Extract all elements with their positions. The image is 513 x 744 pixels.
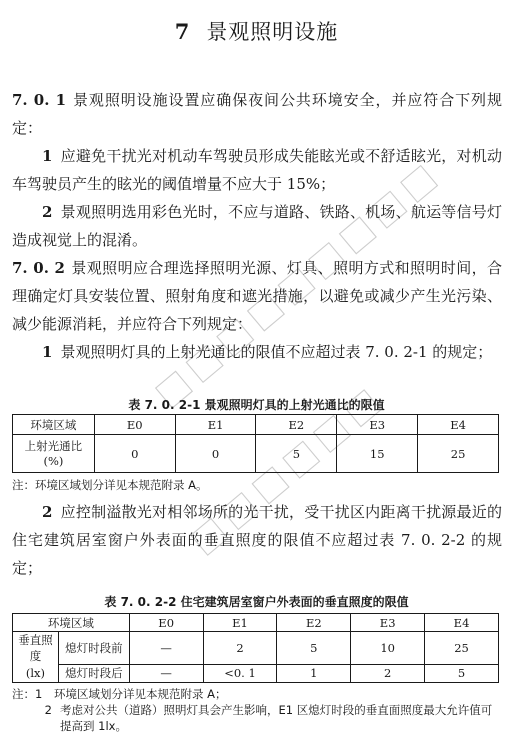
table-2-caption: 表 7. 0. 2-2 住宅建筑居室窗户外表面的垂直照度的限值	[104, 595, 409, 609]
table-cell: 5	[425, 664, 499, 682]
table-cell: —	[129, 664, 203, 682]
table-1	[12, 414, 499, 473]
table-header-label: 环境区域	[13, 415, 95, 435]
table-cell: 0	[94, 435, 175, 473]
item-number: 1	[42, 147, 53, 165]
table-cell: <0. 1	[203, 664, 277, 682]
group-label-top: 垂直照度	[13, 632, 59, 665]
table-cell: 5	[256, 435, 337, 473]
row-label-unit: (%)	[43, 453, 64, 468]
group-label-unit: (lx)	[13, 664, 59, 682]
table-cell: 2	[203, 632, 277, 665]
item-number: 2	[42, 503, 53, 521]
table-header-cell: E2	[256, 415, 337, 435]
item-number: 1	[42, 343, 53, 361]
table-cell: 2	[351, 664, 425, 682]
item-text: 应控制溢散光对相邻场所的光干扰，受干扰区内距离干扰源最近的住宅建筑居室窗户外表面的垂直照度的限值不应超过表 7. 0. 2-2 的规定；	[12, 503, 502, 577]
table-header-cell: E2	[277, 614, 351, 632]
table-header-row	[13, 415, 499, 435]
table-header-cell: E3	[351, 614, 425, 632]
table-cell: 25	[418, 435, 499, 473]
table-cell: 1	[277, 664, 351, 682]
table-header-cell: E4	[418, 415, 499, 435]
table-header-label: 环境区域	[13, 614, 130, 632]
table-header-cell: E3	[337, 415, 418, 435]
row-label-line: 上射光通比	[24, 438, 83, 453]
item-text: 景观照明选用彩色光时，不应与道路、铁路、机场、航运等信号灯造成视觉上的混淆。	[12, 203, 502, 249]
note-text: 环境区域划分详见本规范附录 A；	[53, 687, 227, 701]
row-label: 熄灯时段前	[58, 632, 129, 665]
clause-7-0-1	[12, 86, 502, 142]
chapter-title: 景观照明设施	[206, 20, 339, 44]
item-text: 应避免干扰光对机动车驾驶员形成失能眩光或不舒适眩光，对机动车驾驶员产生的眩光的阈值增量不应大于 15%；	[12, 147, 502, 193]
clause-text: 景观照明应合理选择照明光源、灯具、照明方式和照明时间，合理确定灯具安装位置、照射角度和遮光措施，以避免或减少产生光污染、减少能源消耗，并应符合下列规定：	[12, 259, 502, 333]
table-header-cell: E4	[425, 614, 499, 632]
clause-text: 景观照明设施设置应确保夜间公共环境安全，并应符合下列规定：	[12, 91, 502, 137]
table-1-note: 注：环境区域划分详见本规范附录 A。	[12, 478, 208, 492]
table-cell: 10	[351, 632, 425, 665]
row-label	[13, 435, 95, 473]
clause-7-0-1-item-2	[12, 198, 502, 254]
table-header-cell: E1	[175, 415, 256, 435]
clause-7-0-2-item-2	[12, 498, 502, 582]
table-row	[13, 664, 499, 682]
table-cell: —	[129, 632, 203, 665]
item-number: 2	[42, 203, 53, 221]
clause-7-0-1-item-1	[12, 142, 502, 198]
table-cell: 0	[175, 435, 256, 473]
table-row	[13, 632, 499, 665]
clause-number: 7. 0. 1	[12, 91, 67, 109]
table-header-row	[13, 614, 499, 632]
note-line-1	[12, 686, 502, 702]
note-number: 2	[44, 703, 52, 717]
chapter-heading	[0, 16, 513, 46]
table-header-cell: E1	[203, 614, 277, 632]
table-header-cell: E0	[129, 614, 203, 632]
note-text: 考虑对公共（道路）照明灯具会产生影响，E1 区熄灯时段的垂直面照度最大允许值可提高到 1lx。	[60, 703, 493, 733]
table-header-cell: E0	[94, 415, 175, 435]
table-cell: 25	[425, 632, 499, 665]
note-line-2	[12, 702, 502, 734]
table-cell: 5	[277, 632, 351, 665]
item-text: 景观照明灯具的上射光通比的限值不应超过表 7. 0. 2-1 的规定；	[60, 343, 493, 361]
note-prefix: 注：1	[12, 687, 43, 701]
row-label: 熄灯时段后	[58, 664, 129, 682]
table-2-notes	[12, 686, 502, 734]
table-1-caption: 表 7. 0. 2-1 景观照明灯具的上射光通比的限值	[128, 398, 385, 412]
clause-7-0-2-item-1	[12, 338, 502, 366]
clause-number: 7. 0. 2	[12, 259, 65, 277]
clause-7-0-2	[12, 254, 502, 338]
table-cell: 15	[337, 435, 418, 473]
table-row	[13, 435, 499, 473]
chapter-number: 7	[174, 19, 191, 44]
table-2	[12, 613, 499, 683]
